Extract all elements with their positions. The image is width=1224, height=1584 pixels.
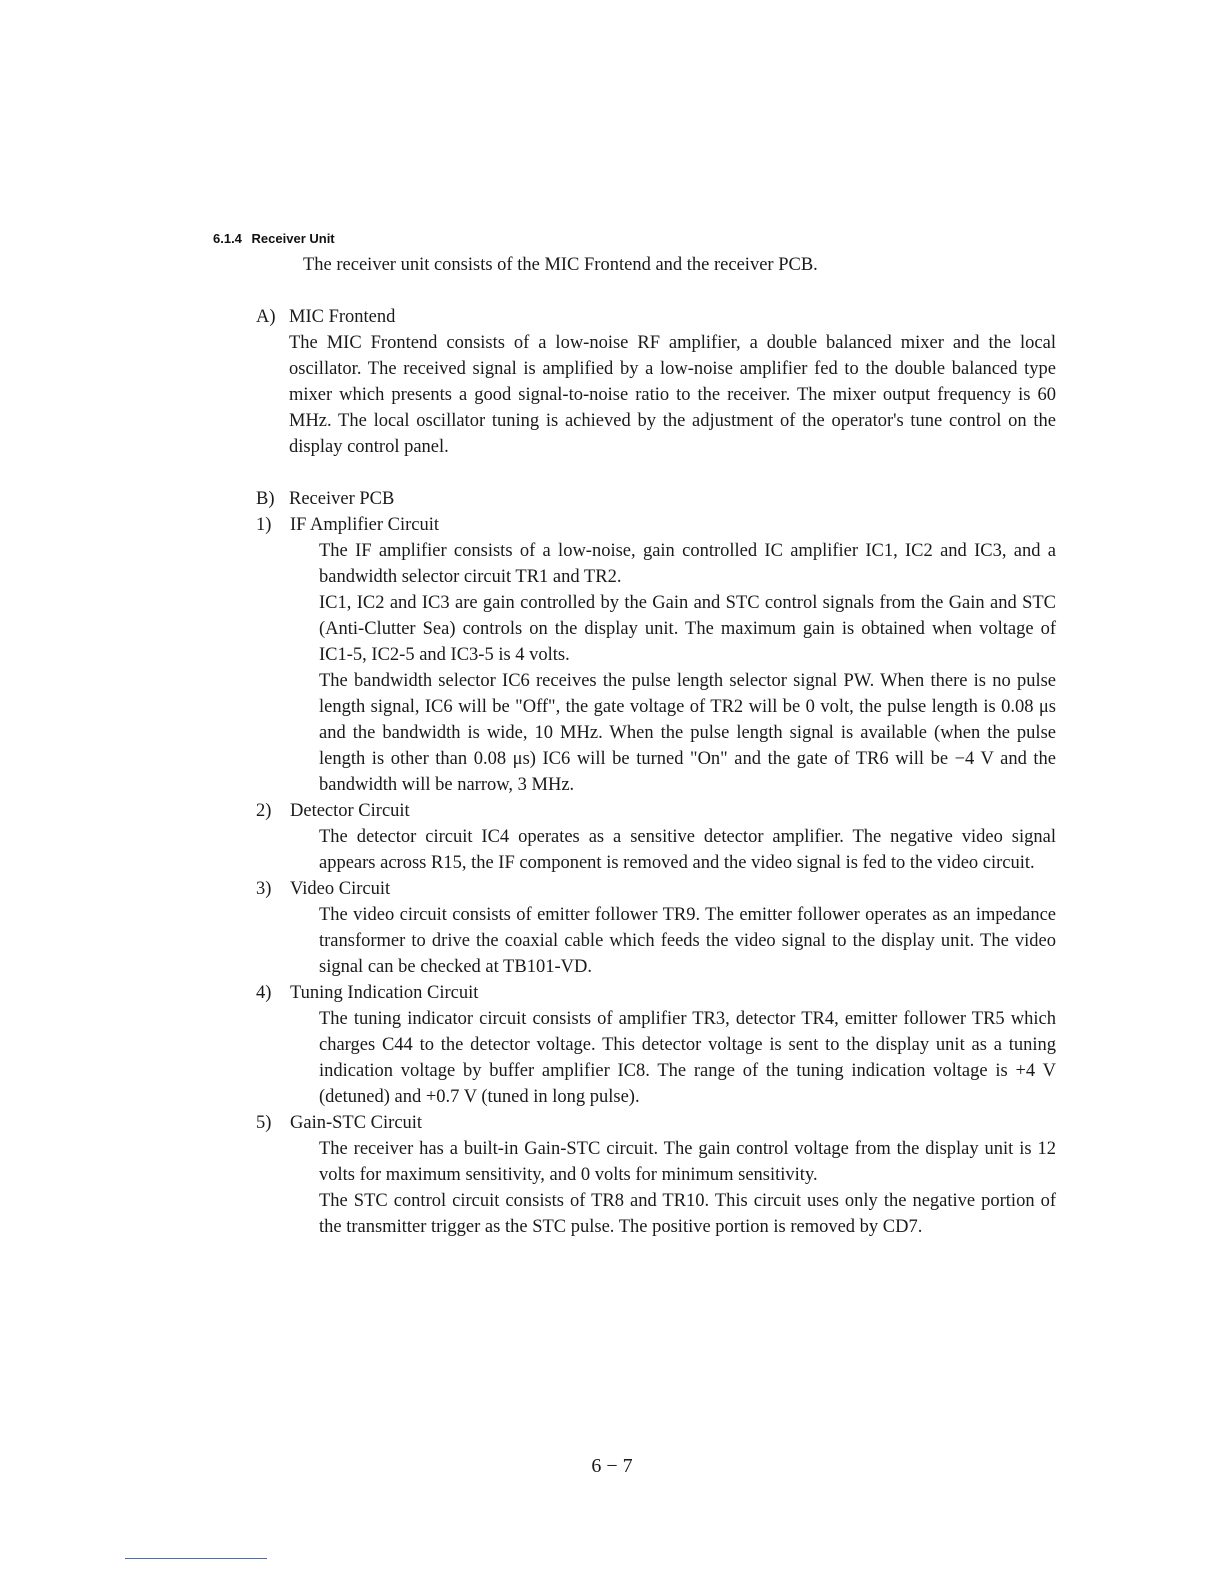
- item-paragraph: The IF amplifier consists of a low-noise, gain controlled IC amplifier IC1, IC2 and IC3, and a bandwidth selector circuit TR1 and TR2.: [319, 541, 1056, 587]
- part-a-label: A): [256, 307, 276, 327]
- item-video: [256, 876, 1056, 980]
- item-detector: [256, 798, 1056, 876]
- item-title: Tuning Indication Circuit: [290, 983, 479, 1003]
- item-tuning-indication: [256, 980, 1056, 1110]
- page-number: 6 − 7: [591, 1455, 633, 1477]
- section-title: Receiver Unit: [251, 231, 335, 246]
- item-paragraph: The tuning indicator circuit consists of amplifier TR3, detector TR4, emitter follower TR5 which charges C44 to the detector voltage. This detector voltage is sent to the display unit as a tuning indication voltage by buffer amplifier IC8. The range of the tuning indication voltage is +4 V (detuned) and +0.7 V (tuned in long pulse).: [319, 1009, 1056, 1107]
- section-heading: [213, 231, 335, 246]
- item-paragraph: IC1, IC2 and IC3 are gain controlled by the Gain and STC control signals from the Gain and STC (Anti-Clutter Sea) controls on the display unit. The maximum gain is obtained when voltage of IC1-5, IC2-5 and IC3-5 is 4 volts.: [319, 593, 1056, 665]
- item-title: Video Circuit: [290, 879, 391, 899]
- item-label: 4): [256, 983, 272, 1003]
- part-a-heading: [256, 304, 1056, 330]
- item-gain-stc: [256, 1110, 1056, 1240]
- part-a-mic-frontend: [256, 304, 1056, 460]
- part-b-receiver-pcb: [256, 486, 1056, 1240]
- part-b-heading: [256, 486, 1056, 512]
- item-label: 3): [256, 879, 272, 899]
- item-paragraph: The STC control circuit consists of TR8 and TR10. This circuit uses only the negative portion of the transmitter trigger as the STC pulse. The positive portion is removed by CD7.: [319, 1191, 1056, 1237]
- item-label: 2): [256, 801, 272, 821]
- item-if-amplifier: [256, 512, 1056, 798]
- item-label: 5): [256, 1113, 272, 1133]
- section-number: 6.1.4: [213, 231, 242, 246]
- part-b-title: Receiver PCB: [289, 489, 395, 509]
- item-title: Gain-STC Circuit: [290, 1113, 423, 1133]
- footer-rule: [125, 1558, 267, 1559]
- item-paragraph: The bandwidth selector IC6 receives the pulse length selector signal PW. When there is no pulse length signal, IC6 will be "Off", the gate voltage of TR2 will be 0 volt, the pulse length is 0.08 μs and the bandwidth is wide, 10 MHz. When the pulse length signal is available (when the pulse length is other than 0.08 μs) IC6 will be turned "On" and the gate of TR6 will be −4 V and the bandwidth will be narrow, 3 MHz.: [319, 671, 1056, 795]
- part-a-title: MIC Frontend: [289, 307, 396, 327]
- item-title: IF Amplifier Circuit: [290, 515, 440, 535]
- item-paragraph: The detector circuit IC4 operates as a sensitive detector amplifier. The negative video signal appears across R15, the IF component is removed and the video signal is fed to the video circuit.: [319, 827, 1056, 873]
- item-paragraph: The video circuit consists of emitter follower TR9. The emitter follower operates as an impedance transformer to drive the coaxial cable which feeds the video signal to the display unit. The video signal can be checked at TB101-VD.: [319, 905, 1056, 977]
- item-title: Detector Circuit: [290, 801, 410, 821]
- intro-paragraph: The receiver unit consists of the MIC Frontend and the receiver PCB.: [303, 255, 818, 275]
- item-label: 1): [256, 515, 272, 535]
- part-a-body: The MIC Frontend consists of a low-noise RF amplifier, a double balanced mixer and the local oscillator. The received signal is amplified by a low-noise amplifier fed to the double balanced type mixer which presents a good signal-to-noise ratio to the receiver. The mixer output frequency is 60 MHz. The local oscillator tuning is achieved by the adjustment of the operator's tune control on the display control panel.: [289, 333, 1056, 457]
- part-b-label: B): [256, 489, 275, 509]
- item-paragraph: The receiver has a built-in Gain-STC circuit. The gain control voltage from the display unit is 12 volts for maximum sensitivity, and 0 volts for minimum sensitivity.: [319, 1139, 1056, 1185]
